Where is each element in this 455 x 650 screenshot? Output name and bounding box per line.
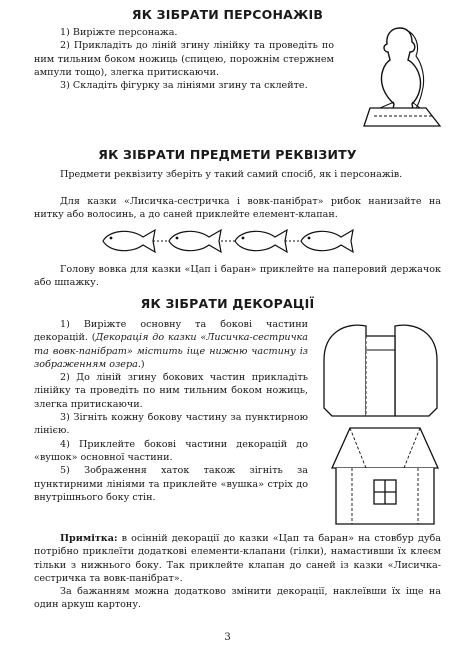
- page-number: 3: [224, 632, 231, 643]
- step-1: 1) Виріжте персонажа.: [60, 27, 178, 38]
- step-2: 2) Прикладіть до ліній згину лінійку та проведіть по ним тильним боком ножиць (спицею, порожнім стержнем ампули тощо), злегка притискаючи.: [34, 40, 334, 78]
- house-illustration: [326, 424, 443, 532]
- section1-text: [34, 26, 334, 92]
- step-3: 3) Складіть фігурку за лініями згину та склейте.: [60, 80, 308, 92]
- scenery-step-4: 4) Приклейте бокові частини декорацій до «вушок» основної частини.: [34, 438, 308, 463]
- scenery-step-1: 1) Виріжте основну та бокові частини декорацій. (Декорація до казки «Лисичка-сестричка та вовк-панібрат» містить іще нижню частину із зображенням озера.): [34, 319, 308, 370]
- heading-characters: ЯК ЗІБРАТИ ПЕРСОНАЖІВ: [0, 7, 455, 22]
- scenery-step-5: 5) Зображення хаток також зігніть за пунктирними лініями та приклейте «вушка» стріх до внутрішнього боку стін.: [34, 465, 308, 503]
- props-paragraph-3: Голову вовка для казки «Цап і баран» приклейте на паперовий держачок або шпажку.: [34, 264, 441, 289]
- heading-scenery: ЯК ЗІБРАТИ ДЕКОРАЦІЇ: [0, 296, 455, 311]
- scenery-note: Примітка: в осінній декорації до казки «Цап та баран» на стовбур дуба потрібно приклеїти додаткові елементи-клапани (гілки), намастивши їх клеєм тільки з нижнього боку. Так приклейте клапан до саней із казки «Лисичка-сестричка та вовк-панібрат».: [34, 533, 441, 584]
- scenery-last-paragraph: За бажанням можна додатково змінити декорації, наклеївши їх іще на один аркуш картону.: [34, 586, 441, 611]
- props-paragraph-1: Предмети реквізиту зберіть у такий самий спосіб, як і персонажів.: [60, 169, 403, 180]
- scenery-step-2: 2) До ліній згину бокових частин прикладіть лінійку та проведіть по ним тильним боком ножиць, злегка притискаючи.: [34, 372, 308, 410]
- props-paragraph-2: Для казки «Лисичка-сестричка і вовк-панібрат» рибок нанизайте на нитку або волосинь, а до саней приклейте елемент-клапан.: [34, 196, 441, 221]
- fish-string-illustration: [95, 224, 365, 258]
- scenery-step-3: 3) Зігніть кожну бокову частину за пунктирною лінією.: [34, 412, 308, 437]
- folded-character-illustration: [360, 22, 446, 134]
- heading-props: ЯК ЗІБРАТИ ПРЕДМЕТИ РЕКВІЗИТУ: [0, 147, 455, 162]
- scenery-illustration: [318, 320, 443, 420]
- scenery-steps: [34, 318, 308, 504]
